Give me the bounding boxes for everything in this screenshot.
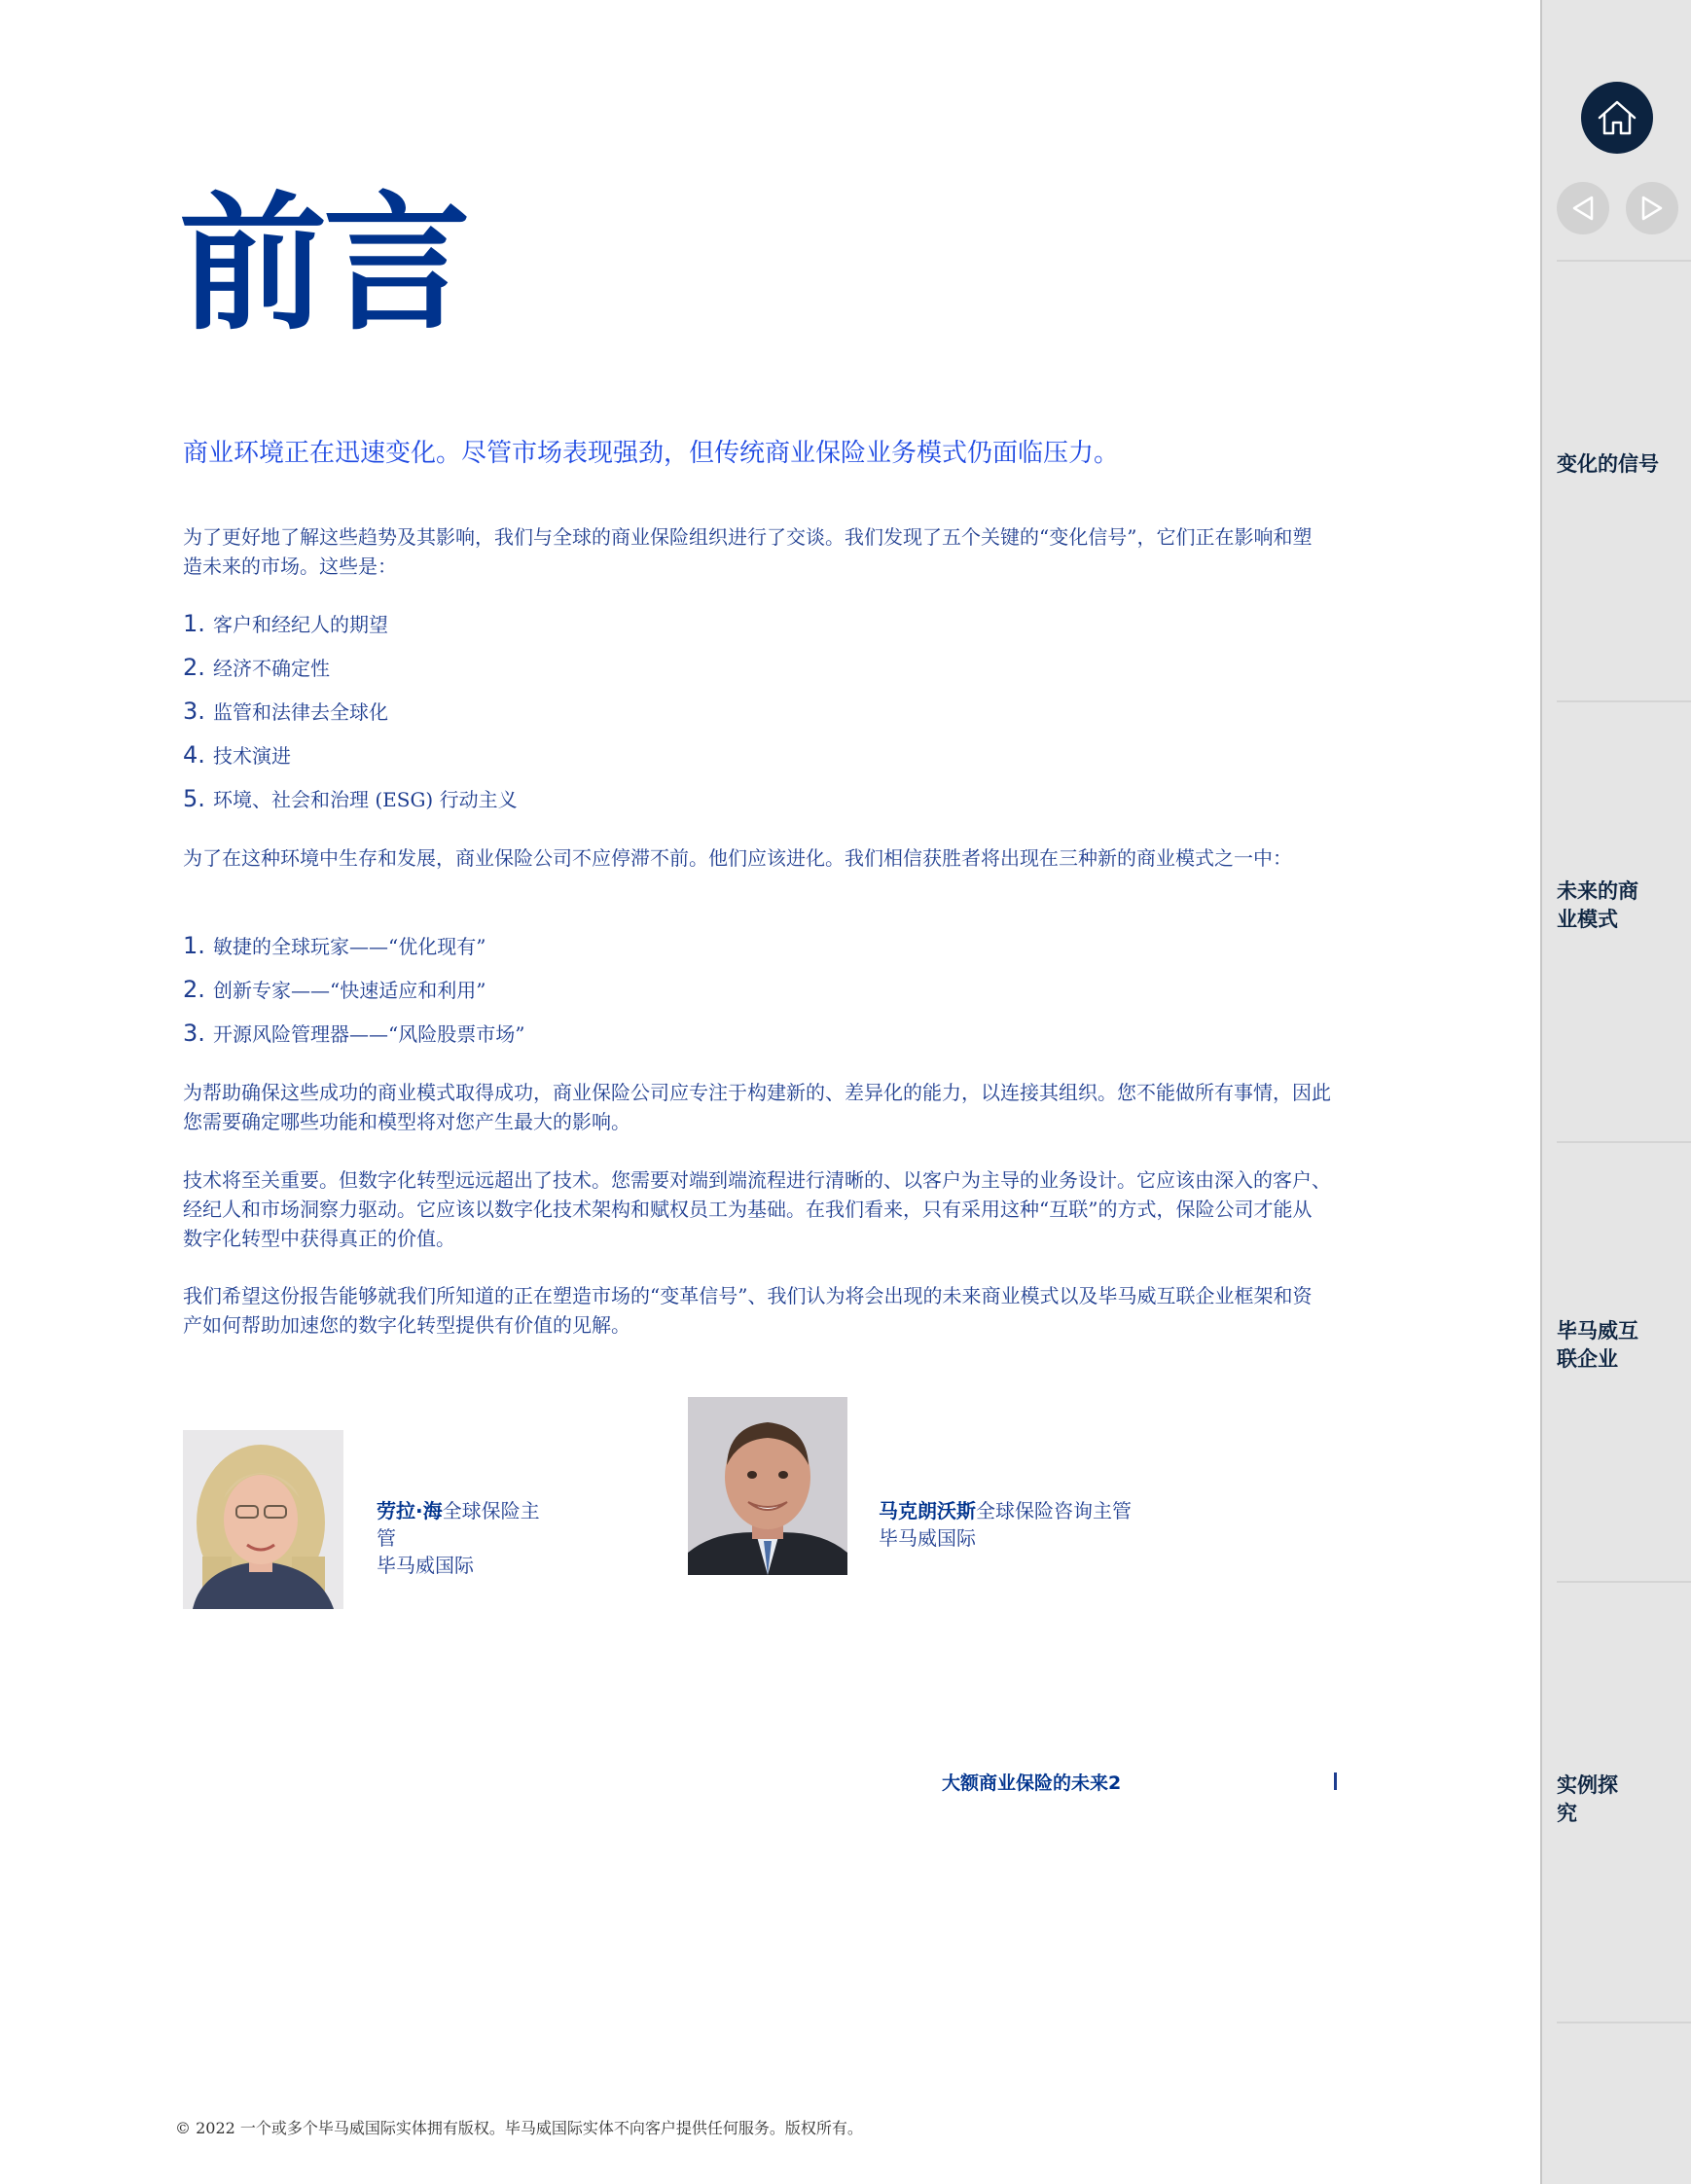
page-title: 前言 <box>179 178 467 350</box>
sidebar-divider <box>1557 1581 1691 1583</box>
author-photo-laura <box>183 1430 343 1609</box>
technology-paragraph: 技术将至关重要。但数字化转型远远超出了技术。您需要对端到端流程进行清晰的、以客户为主导的业务设计。它应该由深入的客户、经纪人和市场洞察力驱动。它应该以数字化技术架构和赋权员工为基础。在我们看来，只有采用这种“互联”的方式，保险公司才能从数字化转型中获得真正的价值。 <box>183 1168 1331 1250</box>
author-org: 毕马威国际 <box>377 1554 474 1577</box>
triangle-right-icon <box>1639 195 1665 222</box>
sidebar-item-kpmg-connected-enterprise[interactable]: 毕马威互联企业 <box>1557 1319 1638 1371</box>
previous-page-button[interactable] <box>1557 182 1609 234</box>
list-text: 客户和经纪人的期望 <box>213 613 388 636</box>
list-item <box>183 967 524 1011</box>
author-laura <box>377 1497 542 1579</box>
hope-paragraph: 我们希望这份报告能够就我们所知道的正在塑造市场的“变革信号”、我们认为将会出现的未来商业模式以及毕马威互联企业框架和资产如何帮助加速您的数字化转型提供有价值的见解。 <box>183 1284 1313 1337</box>
author-role: 全球保险主管 <box>377 1499 540 1550</box>
list-number: 2. <box>183 653 205 681</box>
author-name: 劳拉·海 <box>377 1499 443 1522</box>
sidebar-item-signals-of-change[interactable]: 变化的信号 <box>1557 452 1659 476</box>
home-icon <box>1596 98 1638 137</box>
sidebar-divider <box>1557 1141 1691 1143</box>
sidebar-item-future-business-models[interactable]: 未来的商业模式 <box>1557 879 1638 931</box>
author-mark <box>879 1497 1141 1552</box>
list-number: 5. <box>183 784 205 812</box>
list-text: 创新专家——“快速适应和利用” <box>213 979 486 1002</box>
list-item <box>183 601 518 645</box>
home-button[interactable] <box>1581 82 1653 154</box>
author-photo-mark <box>688 1397 847 1575</box>
signals-list <box>183 601 518 820</box>
sidebar-divider <box>1557 700 1691 702</box>
list-item <box>183 645 518 689</box>
list-text: 经济不确定性 <box>213 657 330 680</box>
list-text: 敏捷的全球玩家——“优化现有” <box>213 935 486 958</box>
capabilities-paragraph: 为帮助确保这些成功的商业模式取得成功，商业保险公司应专注于构建新的、差异化的能力，以连接其组织。您不能做所有事情，因此您需要确定哪些功能和模型将对您产生最大的影响。 <box>183 1081 1331 1133</box>
list-item <box>183 1011 524 1055</box>
list-number: 1. <box>183 931 205 959</box>
footer-divider <box>1334 1772 1337 1790</box>
author-org: 毕马威国际 <box>879 1526 976 1550</box>
list-text: 开源风险管理器——“风险股票市场” <box>213 1022 525 1046</box>
sidebar-divider <box>1557 260 1691 262</box>
list-text: 技术演进 <box>213 744 291 768</box>
list-number: 4. <box>183 740 205 769</box>
models-list <box>183 923 524 1055</box>
list-number: 3. <box>183 697 205 725</box>
sidebar-divider <box>1557 2022 1691 2023</box>
author-role: 全球保险咨询主管 <box>976 1499 1132 1522</box>
list-number: 2. <box>183 975 205 1003</box>
copyright-text: © 2022 一个或多个毕马威国际实体拥有版权。毕马威国际实体不向客户提供任何服务。版权所有。 <box>175 2119 863 2137</box>
sidebar-navigation <box>1540 0 1691 2184</box>
next-page-button[interactable] <box>1626 182 1678 234</box>
list-item <box>183 776 518 820</box>
author-name: 马克朗沃斯 <box>879 1499 976 1522</box>
list-item <box>183 733 518 776</box>
sidebar-item-case-studies[interactable]: 实例探究 <box>1557 1773 1618 1825</box>
list-text: 环境、社会和治理 (ESG) 行动主义 <box>213 788 518 811</box>
list-number: 3. <box>183 1019 205 1047</box>
list-item <box>183 923 524 967</box>
list-number: 1. <box>183 609 205 637</box>
triangle-left-icon <box>1570 195 1596 222</box>
models-intro-paragraph: 为了在这种环境中生存和发展，商业保险公司不应停滞不前。他们应该进化。我们相信获胜者将出现在三种新的商业模式之一中： <box>183 846 1292 870</box>
list-text: 监管和法律去全球化 <box>213 700 388 724</box>
intro-paragraph: 为了更好地了解这些趋势及其影响，我们与全球的商业保险组织进行了交谈。我们发现了五个关键的“变化信号”，它们正在影响和塑造未来的市场。这些是： <box>183 525 1313 578</box>
list-item <box>183 689 518 733</box>
lead-paragraph: 商业环境正在迅速变化。尽管市场表现强劲，但传统商业保险业务模式仍面临压力。 <box>183 439 1120 468</box>
footer-title: 大额商业保险的未来2 <box>942 1772 1122 1794</box>
